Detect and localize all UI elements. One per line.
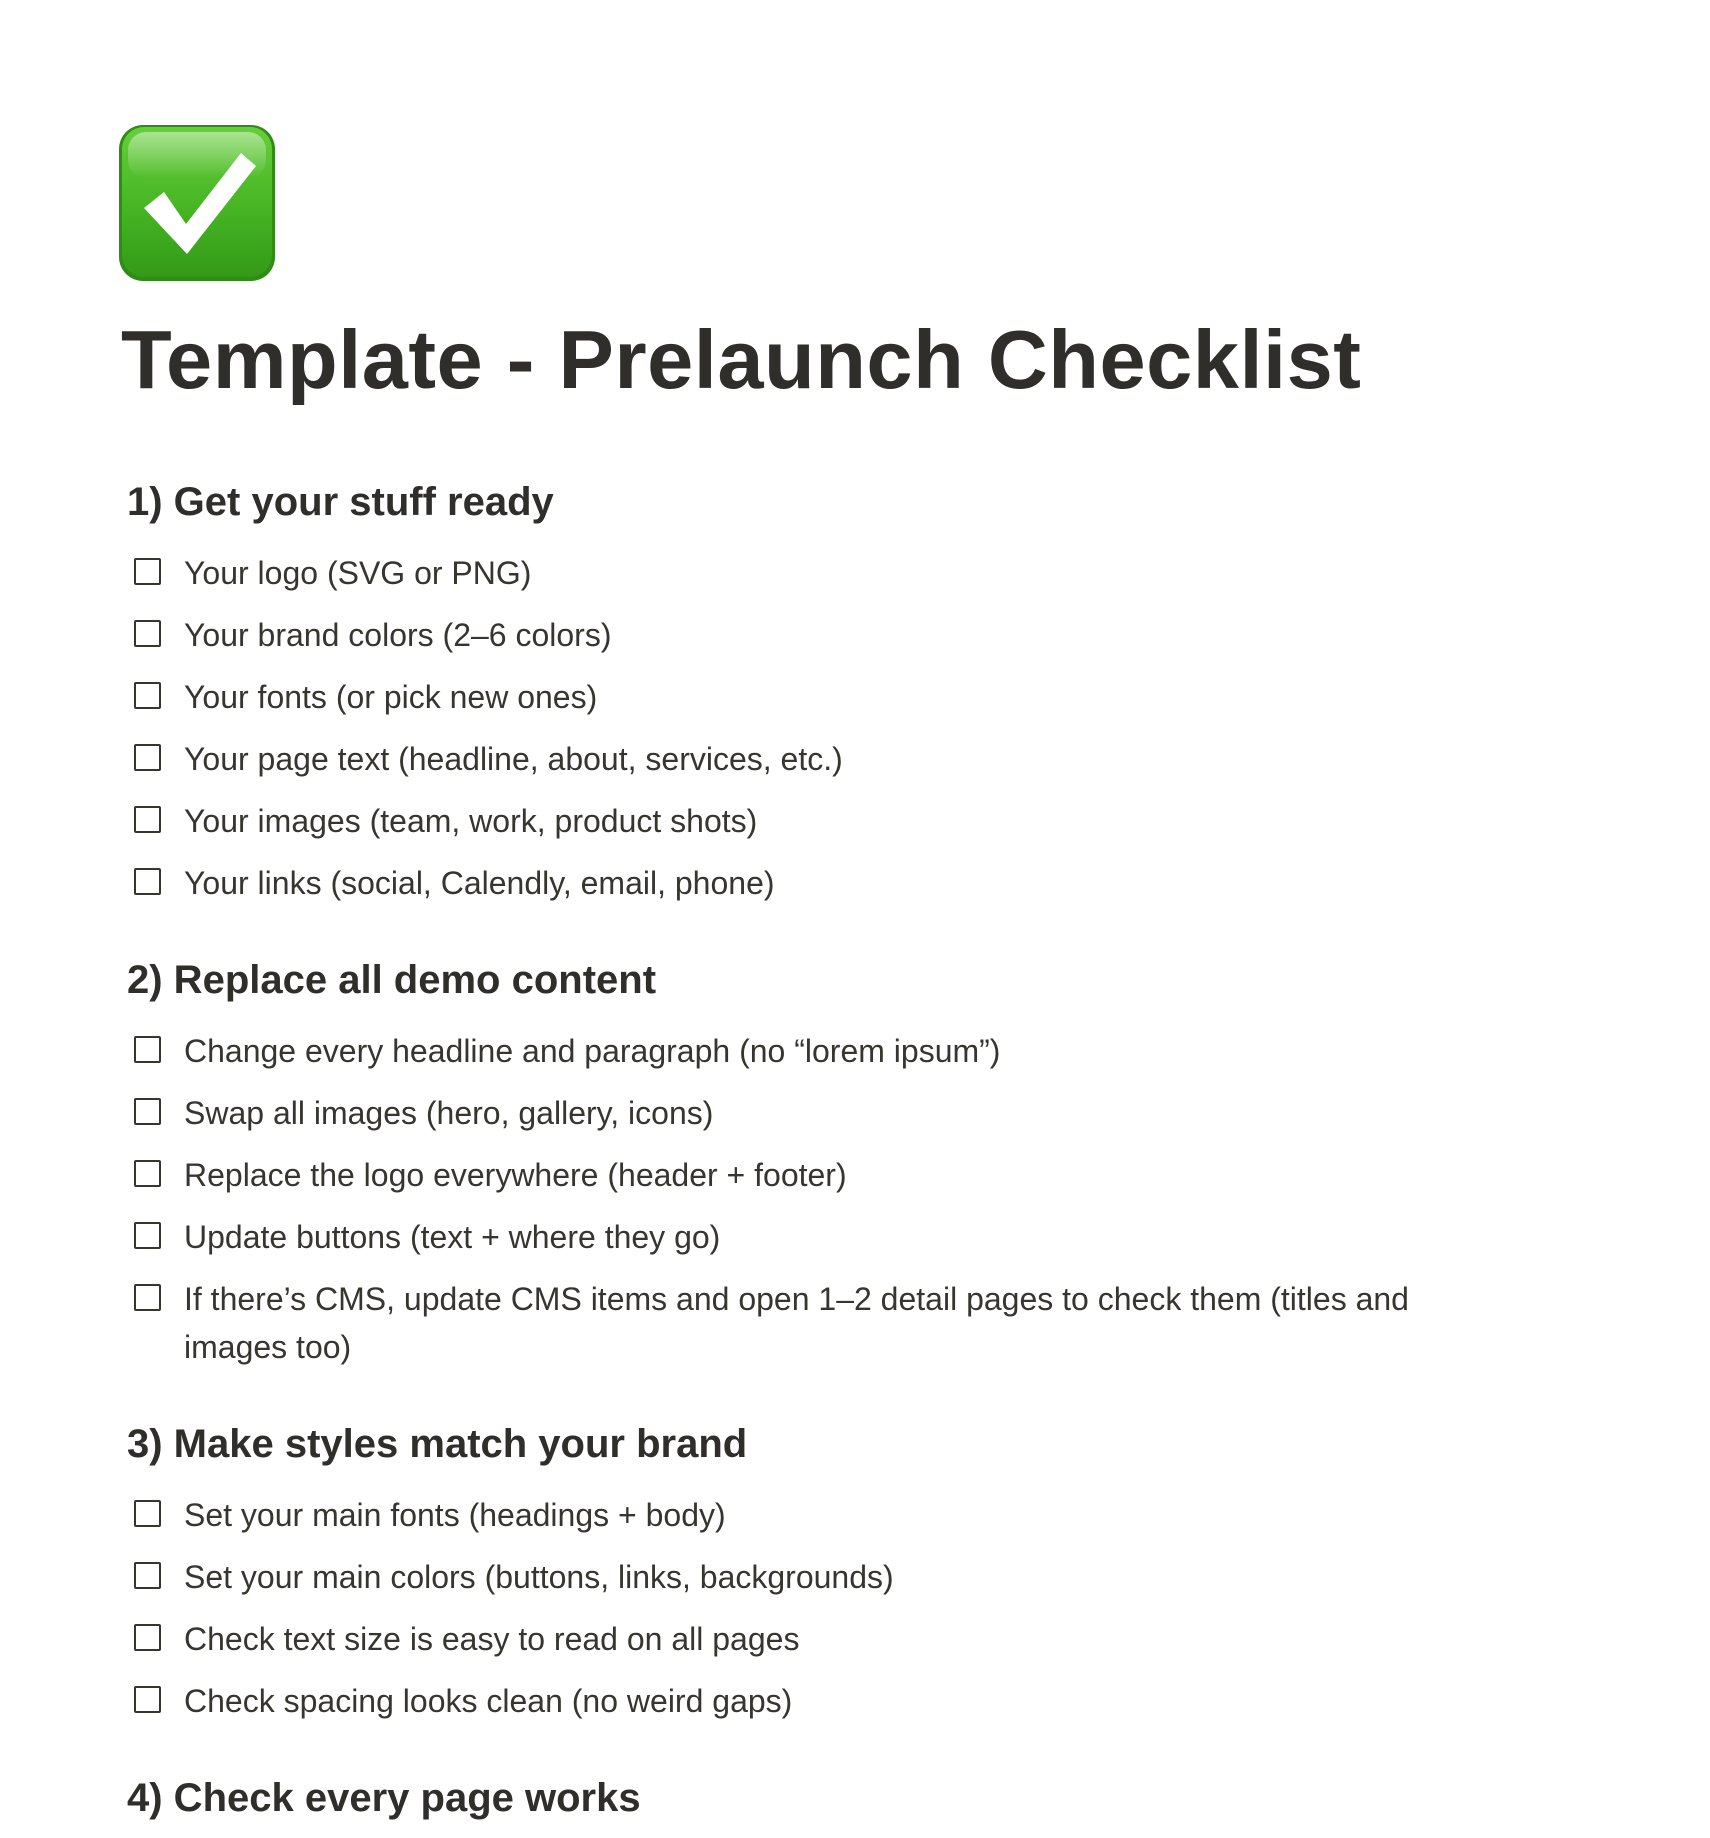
todo-list	[127, 1020, 1587, 1378]
section-get-stuff-ready	[127, 470, 1587, 914]
todo-checkbox[interactable]	[134, 744, 161, 771]
todo-text[interactable]: Your page text (headline, about, services, etc.)	[184, 741, 843, 777]
section-make-styles-match	[127, 1412, 1587, 1732]
todo-text[interactable]: Swap all images (hero, gallery, icons)	[184, 1095, 714, 1131]
todo-text[interactable]: Change every headline and paragraph (no “lorem ipsum”)	[184, 1033, 1001, 1069]
section-check-every-page	[127, 1766, 1587, 1830]
todo-item	[127, 1082, 1587, 1144]
todo-checkbox[interactable]	[134, 1222, 161, 1249]
todo-text[interactable]: Your brand colors (2–6 colors)	[184, 617, 612, 653]
page-title: Template - Prelaunch Checklist	[121, 313, 1362, 406]
todo-item	[127, 666, 1587, 728]
todo-item	[127, 1206, 1587, 1268]
todo-item	[127, 728, 1587, 790]
todo-text[interactable]: Set your main colors (buttons, links, backgrounds)	[184, 1559, 894, 1595]
todo-item	[127, 790, 1587, 852]
todo-item	[127, 1144, 1587, 1206]
todo-checkbox[interactable]	[134, 806, 161, 833]
todo-list	[127, 542, 1587, 914]
section-replace-demo-content	[127, 948, 1587, 1378]
todo-text[interactable]: Your images (team, work, product shots)	[184, 803, 758, 839]
todo-checkbox[interactable]	[134, 558, 161, 585]
todo-checkbox[interactable]	[134, 1098, 161, 1125]
todo-text[interactable]: Replace the logo everywhere (header + footer)	[184, 1157, 847, 1193]
todo-list	[127, 1484, 1587, 1732]
todo-checkbox[interactable]	[134, 1624, 161, 1651]
todo-text[interactable]: Check spacing looks clean (no weird gaps)	[184, 1683, 793, 1719]
todo-checkbox[interactable]	[134, 620, 161, 647]
section-heading: 3) Make styles match your brand	[127, 1422, 748, 1466]
todo-text[interactable]: Your logo (SVG or PNG)	[184, 555, 532, 591]
todo-checkbox[interactable]	[134, 1562, 161, 1589]
todo-text[interactable]: Your fonts (or pick new ones)	[184, 679, 598, 715]
todo-item	[127, 852, 1587, 914]
todo-item	[127, 1608, 1587, 1670]
todo-checkbox[interactable]	[134, 1160, 161, 1187]
todo-text[interactable]: Your links (social, Calendly, email, phone)	[184, 865, 775, 901]
section-heading: 1) Get your stuff ready	[127, 480, 554, 524]
todo-item	[127, 1670, 1587, 1732]
todo-checkbox[interactable]	[134, 1036, 161, 1063]
todo-text[interactable]: Update buttons (text + where they go)	[184, 1219, 721, 1255]
todo-item	[127, 1484, 1587, 1546]
todo-text[interactable]: Set your main fonts (headings + body)	[184, 1497, 726, 1533]
todo-item	[127, 1268, 1587, 1378]
todo-checkbox[interactable]	[134, 682, 161, 709]
todo-item	[127, 542, 1587, 604]
todo-checkbox[interactable]	[134, 1500, 161, 1527]
todo-checkbox[interactable]	[134, 1284, 161, 1311]
todo-text[interactable]: Check text size is easy to read on all pages	[184, 1621, 800, 1657]
checklist-content	[127, 470, 1587, 1838]
todo-text[interactable]: If there’s CMS, update CMS items and open 1–2 detail pages to check them (titles and images too)	[184, 1281, 1409, 1365]
todo-checkbox[interactable]	[134, 1686, 161, 1713]
section-heading: 2) Replace all demo content	[127, 958, 657, 1002]
todo-checkbox[interactable]	[134, 868, 161, 895]
section-heading: 4) Check every page works	[127, 1776, 641, 1820]
check-mark-button-icon[interactable]	[118, 124, 276, 282]
todo-item	[127, 1546, 1587, 1608]
todo-item	[127, 1020, 1587, 1082]
todo-item	[127, 604, 1587, 666]
